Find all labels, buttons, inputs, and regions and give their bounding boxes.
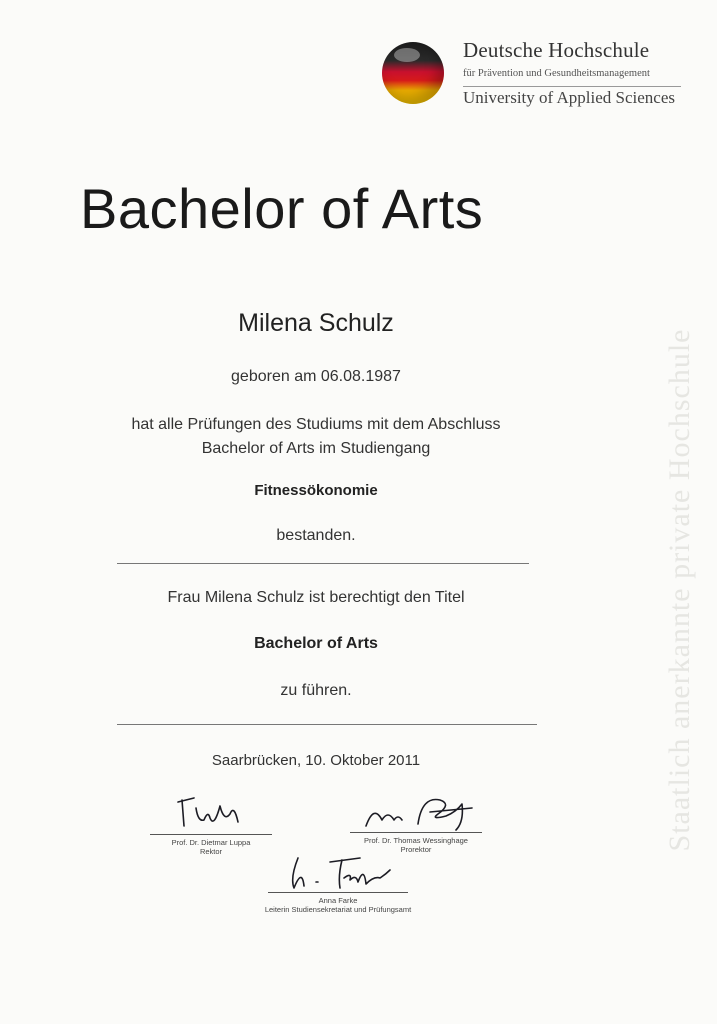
statement-line-1: hat alle Prüfungen des Studiums mit dem Abschluss <box>131 416 501 433</box>
statement-line-2: Bachelor of Arts im Studiengang <box>201 440 431 457</box>
passed-text: bestanden. <box>276 527 356 544</box>
signature-line-secretary <box>268 892 408 893</box>
signatory-role-rektor: Rektor <box>199 847 223 856</box>
signatory-name-rektor: Prof. Dr. Dietmar Luppa <box>171 838 251 847</box>
statement-text <box>0 413 632 461</box>
title-to-carry: Bachelor of Arts <box>254 635 378 652</box>
signatory-role-prorektor: Prorektor <box>400 845 432 854</box>
institution-name: Deutsche Hochschule <box>463 38 650 62</box>
birth-date-line: geboren am 06.08.1987 <box>231 368 401 385</box>
recipient-name: Milena Schulz <box>238 309 394 337</box>
signature-rektor <box>172 792 252 836</box>
signatory-name-prorektor: Prof. Dr. Thomas Wessinghage <box>364 836 468 845</box>
signatory-role-secretary: Leiterin Studiensekretariat und Prüfungsamt <box>264 905 412 914</box>
institution-subtitle: für Prävention und Gesundheitsmanagement <box>463 68 650 79</box>
institution-divider <box>463 86 681 87</box>
signatory-name-secretary: Anna Farke <box>318 896 358 905</box>
signature-line-rektor <box>150 834 272 835</box>
signature-prorektor <box>360 790 480 836</box>
institution-english-name: University of Applied Sciences <box>463 88 675 107</box>
signature-secretary <box>282 848 398 894</box>
entitlement-line: Frau Milena Schulz ist berechtigt den Titel <box>167 589 465 606</box>
university-logo-icon <box>382 42 444 104</box>
field-of-study: Fitnessökonomie <box>254 482 378 499</box>
place-date: Saarbrücken, 10. Oktober 2011 <box>211 752 421 769</box>
divider-1 <box>117 563 529 564</box>
signature-line-prorektor <box>350 832 482 833</box>
carry-line: zu führen. <box>280 682 352 699</box>
degree-title: Bachelor of Arts <box>80 177 484 240</box>
divider-2 <box>117 724 537 725</box>
watermark-text: Staatlich anerkannte private Hochschule <box>663 328 696 852</box>
